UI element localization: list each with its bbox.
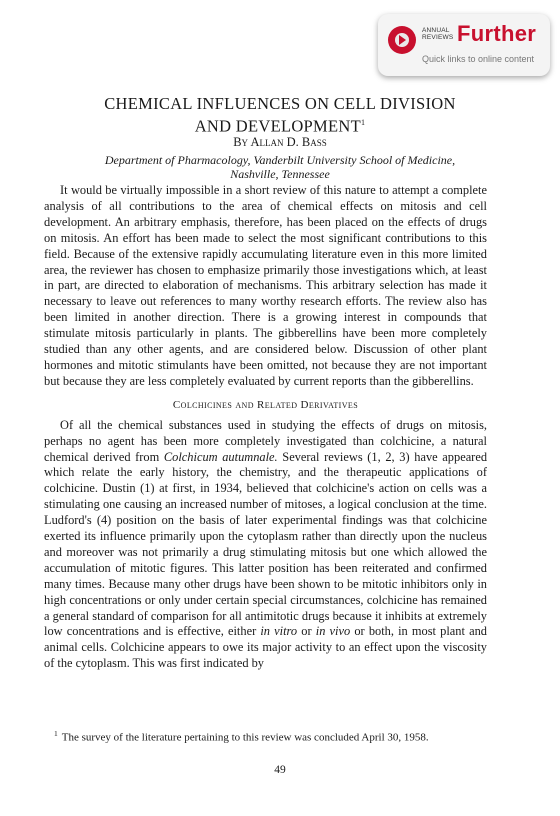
section-italic-in-vivo: in vivo — [315, 624, 351, 639]
badge-further-label[interactable]: Further — [457, 21, 537, 46]
section-italic-colchicum: Colchicum autumnale. — [163, 449, 278, 464]
affiliation-line1: Department of Pharmacology, Vanderbilt University School of Medicine, — [104, 153, 456, 167]
article-title-line2 — [60, 113, 500, 136]
badge-brand-line2: REVIEWS — [422, 34, 454, 41]
section-heading — [44, 398, 487, 414]
badge-subtitle[interactable]: Quick links to online content — [422, 54, 535, 64]
section-paragraph — [44, 418, 487, 673]
title-line2-text: AND DEVELOPMENT — [194, 116, 361, 136]
footnote — [44, 727, 487, 745]
badge-brand — [422, 27, 453, 41]
page-number: 49 — [274, 764, 286, 776]
section-text-2: Several reviews (1, 2, 3) have appeared which relate the early history, the chemistry, and the therapeutic applications of colchicine. Dustin (1) at first, in 1934, believed that colchicine's action on cells was a stimulating one causing an increased number of mitoses, a logical conclusion at the time. Ludford's (4) position on the basis of later experimental findings was that colchicine exerted its influence primarily upon the cytoplasm rather than directly upon the nucleus and moreover was not primarily a drug stimulating mitosis but one which allowed the accumulation of mitotic figures. This latter position has been reiterated and confirmed many times. Because many other drugs have been shown to be mitotic inhibitors only in high concentrations or only under certain special circumstances, colchicine has remained a general standard of comparison for all antimitotic drugs because it inhibits at extremely low concentrations and is effective, either — [44, 449, 488, 639]
footnote-text: The survey of the literature pertaining to this review was concluded April 30, 1958. — [61, 731, 429, 744]
author-text: By Allan D. Bass — [233, 135, 327, 149]
title-footnote-mark[interactable]: 1 — [360, 118, 366, 127]
section-text-4: or both, in most plant and animal cells. Colchicine appears to owe its major activity to an effect upon the viscosity of the cytoplasm. This was first indicated by — [44, 624, 487, 671]
further-badge[interactable] — [378, 14, 550, 76]
section-heading-text: Colchicines and Related Derivatives — [172, 398, 359, 411]
section-text-1: Of all the chemical substances used in studying the effects of drugs on mitosis, perhaps no agent has been more completely investigated than colchicine, a natural chemical derived from — [44, 417, 487, 464]
annual-reviews-logo-icon — [388, 26, 416, 54]
section-text-3: or — [297, 624, 316, 639]
section-italic-in-vitro: in vitro — [260, 624, 298, 639]
article-title-line1 — [60, 94, 500, 113]
footnote-mark: 1 — [54, 729, 58, 738]
badge-brand-line1: ANNUAL — [422, 27, 450, 34]
intro-paragraph: It would be virtually impossible in a short review of this nature to attempt a complete analysis of all contributions to the area of chemical effects on mitosis and cell development. An arbitrary emphasis, therefore, has been placed on the effects of drugs on mitosis. An effort has been made to select the most significant contributions to this field. Because of the extensive rapidly accumulating literature even in this more limited area, the reviewer has chosen to emphasize primarily those investigations which, at least in part, are directed to elaboration of mechanisms. This arbitrary selection has made it necessary to leave out references to many worthy research efforts. The review also has been limited in another direction. There is a growing interest in compounds that stimulate mitosis particularly in plants. The gibberellins have been more completely studied than any other agents, and are considered below. Discussion of other plant hormones and mitotic stimulants have been omitted, not because they are not important but because they are less completely evaluated by current reports than the gibberellins. — [44, 183, 487, 388]
author-line — [60, 135, 500, 150]
article-body — [44, 183, 487, 672]
title-line1-text: CHEMICAL INFLUENCES ON CELL DIVISION — [104, 94, 456, 113]
affiliation-line2: Nashville, Tennessee — [230, 167, 330, 181]
